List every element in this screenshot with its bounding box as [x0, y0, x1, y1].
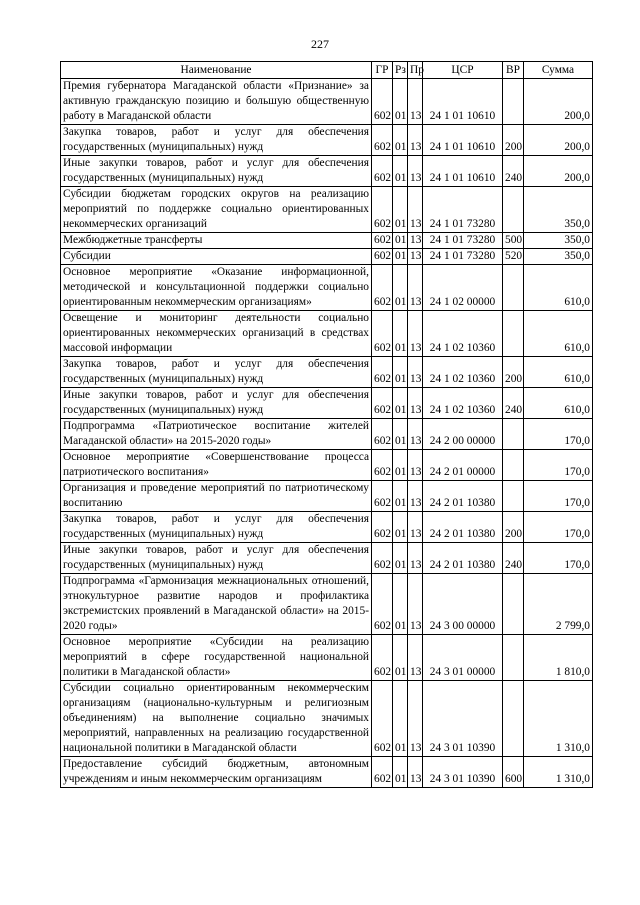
cell-csr: 24 1 02 10360 — [423, 388, 503, 419]
cell-gr: 602 — [372, 125, 393, 156]
cell-vr — [503, 574, 524, 635]
cell-pr: 13 — [408, 265, 423, 311]
cell-vr — [503, 635, 524, 681]
cell-rz: 01 — [393, 125, 408, 156]
cell-vr — [503, 79, 524, 125]
cell-rz: 01 — [393, 757, 408, 788]
cell-sum: 170,0 — [524, 512, 593, 543]
cell-vr: 240 — [503, 156, 524, 187]
header-name: Наименование — [61, 62, 372, 79]
cell-csr: 24 3 01 00000 — [423, 635, 503, 681]
cell-sum: 170,0 — [524, 450, 593, 481]
cell-csr: 24 3 00 00000 — [423, 574, 503, 635]
cell-rz: 01 — [393, 156, 408, 187]
cell-name: Предоставление субсидий бюджетным, автономным учреждениям и иным некоммерческим организациям — [61, 757, 372, 788]
table-row — [61, 187, 593, 233]
cell-gr: 602 — [372, 681, 393, 757]
cell-gr: 602 — [372, 357, 393, 388]
cell-sum: 610,0 — [524, 388, 593, 419]
cell-rz: 01 — [393, 357, 408, 388]
cell-csr: 24 1 01 10610 — [423, 125, 503, 156]
table-row — [61, 357, 593, 388]
cell-rz: 01 — [393, 450, 408, 481]
cell-csr: 24 1 01 73280 — [423, 233, 503, 249]
cell-vr: 200 — [503, 512, 524, 543]
cell-rz: 01 — [393, 187, 408, 233]
cell-rz: 01 — [393, 265, 408, 311]
cell-sum: 200,0 — [524, 79, 593, 125]
table-row — [61, 512, 593, 543]
cell-vr: 200 — [503, 357, 524, 388]
cell-rz: 01 — [393, 79, 408, 125]
table-row — [61, 249, 593, 265]
cell-sum: 170,0 — [524, 543, 593, 574]
cell-rz: 01 — [393, 249, 408, 265]
cell-vr — [503, 481, 524, 512]
cell-sum: 610,0 — [524, 357, 593, 388]
cell-name: Освещение и мониторинг деятельности социально ориентированных некоммерческих организаций в средствах массовой информации — [61, 311, 372, 357]
cell-name: Иные закупки товаров, работ и услуг для обеспечения государственных (муниципальных) нужд — [61, 543, 372, 574]
cell-name: Субсидии социально ориентированным некоммерческим организациям (национально-культурным и религиозным объединениям) на выполнение социально значимых мероприятий, направленных на реализацию государственной национальной политики в Магаданской области — [61, 681, 372, 757]
table-row — [61, 233, 593, 249]
cell-csr: 24 2 01 10380 — [423, 512, 503, 543]
cell-gr: 602 — [372, 156, 393, 187]
cell-pr: 13 — [408, 481, 423, 512]
table-row — [61, 481, 593, 512]
cell-pr: 13 — [408, 574, 423, 635]
cell-pr: 13 — [408, 635, 423, 681]
cell-name: Подпрограмма «Гармонизация межнациональных отношений, этнокультурное развитие народов и профилактика экстремистских проявлений в Магаданской области» на 2015-2020 годы» — [61, 574, 372, 635]
cell-csr: 24 1 02 10360 — [423, 357, 503, 388]
budget-table — [60, 61, 593, 788]
page-number: 227 — [311, 37, 329, 51]
header-vr: ВР — [503, 62, 524, 79]
cell-gr: 602 — [372, 635, 393, 681]
cell-gr: 602 — [372, 265, 393, 311]
cell-rz: 01 — [393, 681, 408, 757]
cell-name: Субсидии бюджетам городских округов на реализацию мероприятий по поддержке социально ориентированных некоммерческих организаций — [61, 187, 372, 233]
cell-sum: 1 310,0 — [524, 681, 593, 757]
cell-csr: 24 2 01 00000 — [423, 450, 503, 481]
cell-gr: 602 — [372, 481, 393, 512]
cell-vr: 600 — [503, 757, 524, 788]
table-row — [61, 635, 593, 681]
table-row — [61, 543, 593, 574]
cell-csr: 24 3 01 10390 — [423, 757, 503, 788]
cell-gr: 602 — [372, 419, 393, 450]
cell-rz: 01 — [393, 481, 408, 512]
cell-rz: 01 — [393, 233, 408, 249]
cell-csr: 24 1 01 10610 — [423, 156, 503, 187]
cell-gr: 602 — [372, 512, 393, 543]
cell-pr: 13 — [408, 681, 423, 757]
cell-csr: 24 2 01 10380 — [423, 543, 503, 574]
cell-name: Закупка товаров, работ и услуг для обеспечения государственных (муниципальных) нужд — [61, 125, 372, 156]
cell-sum: 610,0 — [524, 265, 593, 311]
cell-vr: 520 — [503, 249, 524, 265]
cell-rz: 01 — [393, 543, 408, 574]
cell-vr: 240 — [503, 388, 524, 419]
cell-pr: 13 — [408, 357, 423, 388]
cell-sum: 200,0 — [524, 156, 593, 187]
cell-pr: 13 — [408, 311, 423, 357]
cell-sum: 170,0 — [524, 481, 593, 512]
cell-gr: 602 — [372, 757, 393, 788]
cell-name: Межбюджетные трансферты — [61, 233, 372, 249]
table-row — [61, 419, 593, 450]
table-row — [61, 574, 593, 635]
cell-sum: 1 810,0 — [524, 635, 593, 681]
cell-gr: 602 — [372, 249, 393, 265]
cell-gr: 602 — [372, 187, 393, 233]
table-row — [61, 757, 593, 788]
cell-sum: 350,0 — [524, 233, 593, 249]
cell-pr: 13 — [408, 388, 423, 419]
table-row — [61, 311, 593, 357]
cell-csr: 24 1 01 73280 — [423, 187, 503, 233]
cell-name: Премия губернатора Магаданской области «Признание» за активную гражданскую позицию и большую общественную работу в Магаданской области — [61, 79, 372, 125]
cell-name: Иные закупки товаров, работ и услуг для обеспечения государственных (муниципальных) нужд — [61, 388, 372, 419]
cell-rz: 01 — [393, 388, 408, 419]
cell-name: Закупка товаров, работ и услуг для обеспечения государственных (муниципальных) нужд — [61, 357, 372, 388]
cell-vr — [503, 419, 524, 450]
cell-name: Подпрограмма «Патриотическое воспитание жителей Магаданской области» на 2015-2020 годы» — [61, 419, 372, 450]
cell-gr: 602 — [372, 543, 393, 574]
cell-pr: 13 — [408, 249, 423, 265]
header-gr: ГР — [372, 62, 393, 79]
cell-vr: 200 — [503, 125, 524, 156]
cell-gr: 602 — [372, 574, 393, 635]
cell-vr: 240 — [503, 543, 524, 574]
cell-vr — [503, 681, 524, 757]
cell-name: Основное мероприятие «Совершенствование процесса патриотического воспитания» — [61, 450, 372, 481]
cell-vr — [503, 311, 524, 357]
cell-pr: 13 — [408, 187, 423, 233]
table-row — [61, 681, 593, 757]
cell-gr: 602 — [372, 233, 393, 249]
cell-name: Субсидии — [61, 249, 372, 265]
table-body — [61, 79, 593, 788]
cell-csr: 24 2 01 10380 — [423, 481, 503, 512]
cell-pr: 13 — [408, 512, 423, 543]
cell-name: Основное мероприятие «Оказание информационной, методической и консультационной поддержки социально ориентированным некоммерческим организациям» — [61, 265, 372, 311]
cell-csr: 24 1 01 73280 — [423, 249, 503, 265]
table-row — [61, 265, 593, 311]
cell-pr: 13 — [408, 757, 423, 788]
cell-csr: 24 3 01 10390 — [423, 681, 503, 757]
cell-gr: 602 — [372, 311, 393, 357]
table-row — [61, 156, 593, 187]
cell-pr: 13 — [408, 79, 423, 125]
cell-sum: 2 799,0 — [524, 574, 593, 635]
cell-vr — [503, 187, 524, 233]
cell-vr — [503, 265, 524, 311]
cell-sum: 350,0 — [524, 187, 593, 233]
cell-pr: 13 — [408, 543, 423, 574]
cell-rz: 01 — [393, 574, 408, 635]
cell-pr: 13 — [408, 419, 423, 450]
table-row — [61, 450, 593, 481]
cell-gr: 602 — [372, 450, 393, 481]
cell-name: Организация и проведение мероприятий по патриотическому воспитанию — [61, 481, 372, 512]
cell-name: Закупка товаров, работ и услуг для обеспечения государственных (муниципальных) нужд — [61, 512, 372, 543]
table-row — [61, 125, 593, 156]
header-sum: Сумма — [524, 62, 593, 79]
cell-pr: 13 — [408, 156, 423, 187]
cell-gr: 602 — [372, 388, 393, 419]
cell-vr — [503, 450, 524, 481]
cell-csr: 24 1 02 10360 — [423, 311, 503, 357]
cell-name: Иные закупки товаров, работ и услуг для обеспечения государственных (муниципальных) нужд — [61, 156, 372, 187]
table-row — [61, 388, 593, 419]
cell-sum: 1 310,0 — [524, 757, 593, 788]
cell-rz: 01 — [393, 311, 408, 357]
cell-name: Основное мероприятие «Субсидии на реализацию мероприятий в сфере государственной национальной политики в Магаданской области» — [61, 635, 372, 681]
cell-sum: 200,0 — [524, 125, 593, 156]
cell-pr: 13 — [408, 125, 423, 156]
cell-rz: 01 — [393, 635, 408, 681]
cell-pr: 13 — [408, 233, 423, 249]
cell-gr: 602 — [372, 79, 393, 125]
cell-csr: 24 1 01 10610 — [423, 79, 503, 125]
table-header-row — [61, 62, 593, 79]
header-rz: Рз — [393, 62, 408, 79]
table-row — [61, 79, 593, 125]
cell-pr: 13 — [408, 450, 423, 481]
cell-csr: 24 2 00 00000 — [423, 419, 503, 450]
cell-sum: 350,0 — [524, 249, 593, 265]
cell-csr: 24 1 02 00000 — [423, 265, 503, 311]
cell-sum: 170,0 — [524, 419, 593, 450]
cell-sum: 610,0 — [524, 311, 593, 357]
cell-rz: 01 — [393, 512, 408, 543]
header-csr: ЦСР — [423, 62, 503, 79]
cell-rz: 01 — [393, 419, 408, 450]
header-pr: Пр — [408, 62, 423, 79]
cell-vr: 500 — [503, 233, 524, 249]
